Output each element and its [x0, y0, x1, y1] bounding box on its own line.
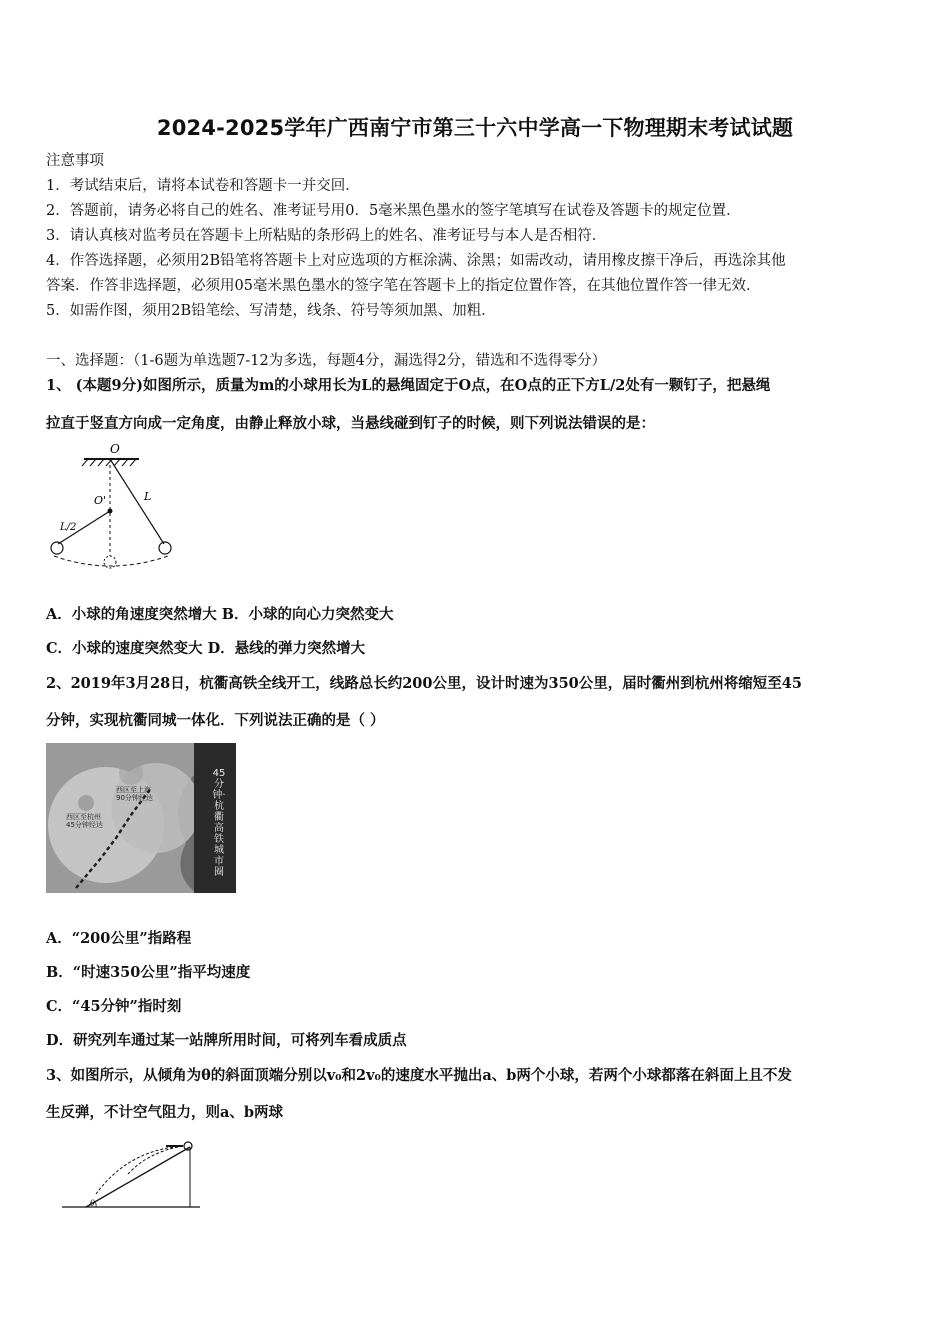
map-side-panel: [194, 743, 236, 893]
label-o-prime: O': [94, 494, 107, 507]
question-1-options-cd: C．小球的速度突然变大 D．悬线的弹力突然增大: [46, 640, 366, 657]
question-2-stem-cont: 分钟，实现杭衢同城一体化．下列说法正确的是（ ）: [46, 712, 385, 729]
notice-item: 5．如需作图，须用2B铅笔绘、写清楚，线条、符号等须加黑、加粗．: [46, 303, 496, 319]
notice-item: 4．作答选择题，必须用2B铅笔将答题卡上对应选项的方框涂满、涂黑；如需改动，请用橡皮擦干净后，再选涂其他: [46, 253, 786, 269]
railway-map-image: [46, 743, 236, 893]
question-3-stem: 3、如图所示，从倾角为θ的斜面顶端分别以v₀和2v₀的速度水平抛出a、b两个小球，若两个小球都落在斜面上且不发: [46, 1067, 792, 1084]
question-2-option-a: A．“200公里”指路程: [46, 930, 192, 947]
map-label-shanghai: 西区至上海 90分钟经达: [116, 786, 153, 802]
page-title: 2024-2025学年广西南宁市第三十六中学高一下物理期末考试试题: [156, 116, 794, 140]
label-l: L: [144, 490, 152, 503]
pendulum-figure: [44, 438, 184, 574]
map-vertical-caption: 45分钟·杭衢高铁城市圈: [212, 768, 226, 878]
notice-item: 3．请认真核对监考员在答题卡上所粘贴的条形码上的姓名、准考证号与本人是否相符．: [46, 228, 607, 244]
label-theta: θ: [90, 1199, 95, 1208]
section-heading: 一、选择题：（1-6题为单选题7-12为多选，每题4分，漏选得2分，错选和不选得零分）: [46, 353, 607, 369]
question-2-option-b: B．“时速350公里”指平均速度: [46, 964, 251, 981]
question-3-stem-cont: 生反弹，不计空气阻力，则a、b两球: [46, 1104, 284, 1121]
incline-projectile-figure: [58, 1138, 208, 1213]
notice-item: 答案．作答非选择题，必须用05毫米黑色墨水的签字笔在答题卡上的指定位置作答，在其他位置作答一律无效．: [46, 278, 761, 294]
question-2-option-d: D．研究列车通过某一站牌所用时间，可将列车看成质点: [46, 1032, 407, 1049]
map-label-hangzhou: 西区至杭州 45分钟经达: [66, 813, 103, 829]
question-1-options-ab: A．小球的角速度突然增大 B．小球的向心力突然变大: [46, 606, 394, 623]
label-half-l: L/2: [60, 522, 77, 533]
notice-item: 2．答题前，请务必将自己的姓名、准考证号用0．5毫米黑色墨水的签字笔填写在试卷及答题卡的规定位置．: [46, 203, 741, 219]
question-1-stem-cont: 拉直于竖直方向成一定角度，由静止释放小球，当悬线碰到钉子的时候，则下列说法错误的是：: [46, 415, 655, 432]
question-1-stem: 1、 (本题9分)如图所示，质量为m的小球用长为L的悬绳固定于O点，在O点的正下方L/2处有一颗钉子，把悬绳: [46, 377, 771, 394]
question-2-stem: 2、2019年3月28日，杭衢高铁全线开工，线路总长约200公里，设计时速为350公里，届时衢州到杭州将缩短至45: [46, 675, 802, 692]
label-o: O: [110, 442, 120, 456]
notice-heading: 注意事项: [46, 153, 104, 169]
notice-item: 1．考试结束后，请将本试卷和答题卡一并交回．: [46, 178, 360, 194]
question-2-option-c: C．“45分钟”指时刻: [46, 998, 182, 1015]
